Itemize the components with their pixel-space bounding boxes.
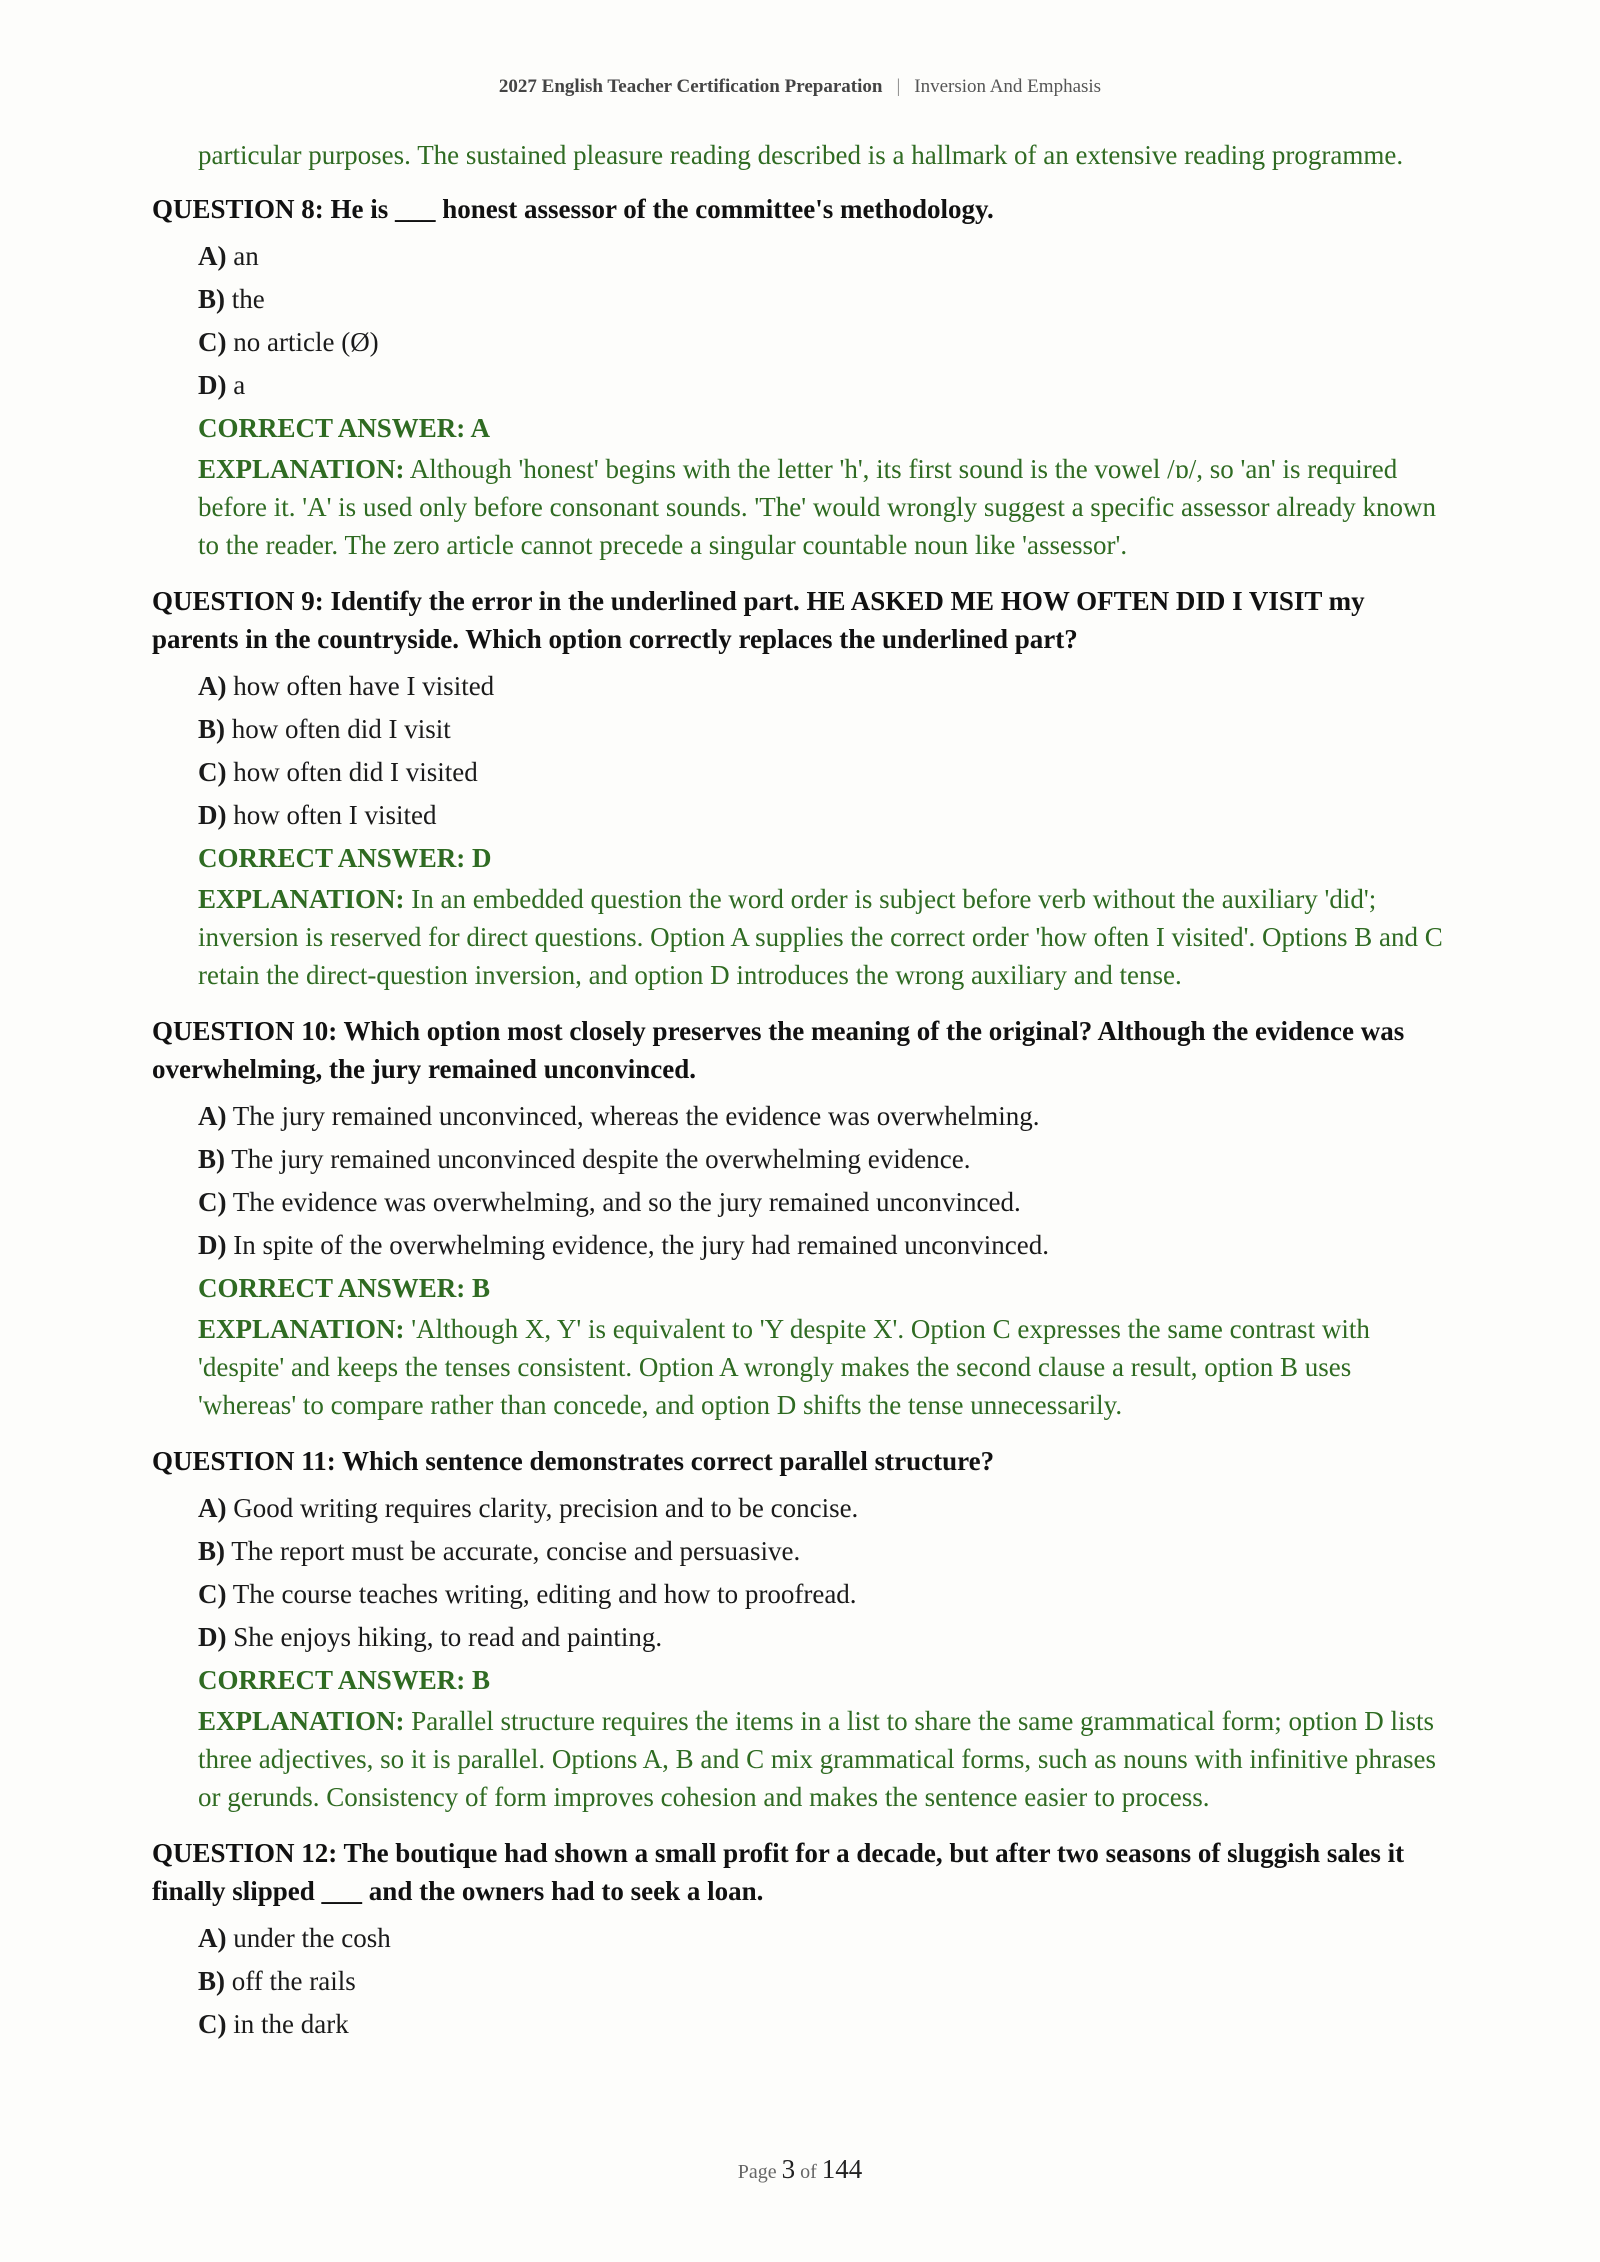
option-text: The course teaches writing, editing and how to proofread. <box>232 1579 857 1609</box>
total-pages: 144 <box>821 2154 863 2184</box>
answer-option <box>198 1181 1452 1224</box>
option-text: The report must be accurate, concise and persuasive. <box>231 1536 801 1566</box>
option-letter: C) <box>198 2009 227 2039</box>
option-letter: D) <box>198 370 227 400</box>
option-letter: B) <box>198 714 225 744</box>
answer-option <box>198 794 1452 837</box>
question-block <box>152 1012 1452 1424</box>
option-letter: D) <box>198 1622 227 1652</box>
question-stem: QUESTION 9: Identify the error in the underlined part. HE ASKED ME HOW OFTEN DID I VISIT my parents in the countryside. Which option correctly replaces the underlined part? <box>152 586 1365 654</box>
answer-option <box>198 1224 1452 1267</box>
option-letter: A) <box>198 1493 227 1523</box>
question-block <box>152 582 1452 994</box>
option-text: a <box>233 370 246 400</box>
answer-option <box>198 1917 1452 1960</box>
option-text: how often did I visited <box>233 757 478 787</box>
answer-option <box>198 1960 1452 2003</box>
option-text: She enjoys hiking, to read and painting. <box>233 1622 663 1652</box>
option-letter: C) <box>198 327 227 357</box>
option-text: The jury remained unconvinced, whereas the evidence was overwhelming. <box>232 1101 1040 1131</box>
explanation-text: Parallel structure requires the items in a list to share the same grammatical form; option D lists three adjectives, so it is parallel. Options A, B and C mix grammatical forms, such as nouns with infinitive phrases or gerunds. Consistency of form improves cohesion and makes the sentence easier to process. <box>198 1706 1437 1812</box>
answer-option <box>198 665 1452 708</box>
answer-option <box>198 708 1452 751</box>
answer-option <box>198 364 1452 407</box>
answer-option <box>198 1616 1452 1659</box>
of-label: of <box>800 2161 817 2183</box>
explanation-text: In an embedded question the word order is subject before verb without the auxiliary 'did'; inversion is reserved for direct questions. Option A supplies the correct order 'how often I visited'. Options B and C retain the direct-question inversion, and option D introduces the wrong auxiliary and tense. <box>198 884 1443 990</box>
explanation-label: EXPLANATION: <box>198 1314 405 1344</box>
question-block <box>152 1834 1452 2046</box>
explanation <box>198 1310 1452 1424</box>
answer-option <box>198 1573 1452 1616</box>
question-stem: QUESTION 12: The boutique had shown a small profit for a decade, but after two seasons of sluggish sales it finally slipped ___ and the owners had to seek a loan. <box>152 1838 1405 1906</box>
correct-answer: CORRECT ANSWER: A <box>198 413 491 443</box>
explanation-text: 'Although X, Y' is equivalent to 'Y despite X'. Option C expresses the same contrast with 'despite' and keeps the tenses consistent. Option A wrongly makes the second clause a result, option B uses 'whereas' to compare rather than concede, and option D shifts the tense unnecessarily. <box>198 1314 1370 1420</box>
answer-option <box>198 1530 1452 1573</box>
correct-answer: CORRECT ANSWER: D <box>198 843 492 873</box>
continued-explanation: particular purposes. The sustained pleasure reading described is a hallmark of an extensive reading programme. <box>198 140 1404 170</box>
option-text: under the cosh <box>233 1923 391 1953</box>
answer-option <box>198 751 1452 794</box>
answer-option <box>198 1138 1452 1181</box>
page-number: 3 <box>781 2154 796 2184</box>
header-separator: | <box>896 76 901 97</box>
answer-option <box>198 1487 1452 1530</box>
page-label: Page <box>737 2161 777 2183</box>
answer-option <box>198 321 1452 364</box>
answer-option <box>198 1095 1452 1138</box>
section-title: Inversion And Emphasis <box>914 76 1102 97</box>
option-letter: C) <box>198 757 227 787</box>
option-text: In spite of the overwhelming evidence, the jury had remained unconvinced. <box>233 1230 1049 1260</box>
question-stem: QUESTION 11: Which sentence demonstrates correct parallel structure? <box>152 1446 995 1476</box>
option-text: how often have I visited <box>233 671 495 701</box>
option-text: how often did I visit <box>231 714 451 744</box>
explanation <box>198 880 1452 994</box>
option-letter: B) <box>198 1536 225 1566</box>
document-title: 2027 English Teacher Certification Preparation <box>498 76 883 97</box>
question-stem: QUESTION 8: He is ___ honest assessor of the committee's methodology. <box>152 194 994 224</box>
option-text: how often I visited <box>233 800 437 830</box>
option-letter: A) <box>198 241 227 271</box>
answer-option <box>198 2003 1452 2046</box>
option-letter: A) <box>198 1923 227 1953</box>
question-stem: QUESTION 10: Which option most closely preserves the meaning of the original? Although the evidence was overwhelming, the jury remained unconvinced. <box>152 1016 1405 1084</box>
option-text: The evidence was overwhelming, and so the jury remained unconvinced. <box>232 1187 1021 1217</box>
explanation-text: Although 'honest' begins with the letter 'h', its first sound is the vowel /ɒ/, so 'an' is required before it. 'A' is used only before consonant sounds. 'The' would wrongly suggest a specific assessor already known to the reader. The zero article cannot precede a singular countable noun like 'assessor'. <box>198 454 1436 560</box>
option-text: an <box>233 241 259 271</box>
page-content <box>152 136 1452 2046</box>
option-text: the <box>231 284 265 314</box>
option-text: off the rails <box>231 1966 356 1996</box>
answer-option <box>198 278 1452 321</box>
option-text: Good writing requires clarity, precision and to be concise. <box>233 1493 859 1523</box>
option-text: no article (Ø) <box>233 327 379 357</box>
page-header <box>0 76 1600 98</box>
correct-answer: CORRECT ANSWER: B <box>198 1273 491 1303</box>
question-block <box>152 1442 1452 1816</box>
option-letter: B) <box>198 1144 225 1174</box>
option-letter: B) <box>198 1966 225 1996</box>
option-letter: B) <box>198 284 225 314</box>
option-letter: C) <box>198 1579 227 1609</box>
option-letter: A) <box>198 1101 227 1131</box>
option-text: in the dark <box>233 2009 349 2039</box>
explanation <box>198 1702 1452 1816</box>
explanation-label: EXPLANATION: <box>198 1706 405 1736</box>
option-letter: C) <box>198 1187 227 1217</box>
page-footer <box>0 2154 1600 2185</box>
question-block <box>152 190 1452 564</box>
explanation-label: EXPLANATION: <box>198 454 405 484</box>
option-letter: D) <box>198 800 227 830</box>
explanation-label: EXPLANATION: <box>198 884 405 914</box>
explanation <box>198 450 1452 564</box>
option-letter: D) <box>198 1230 227 1260</box>
answer-option <box>198 235 1452 278</box>
option-text: The jury remained unconvinced despite the overwhelming evidence. <box>231 1144 971 1174</box>
correct-answer: CORRECT ANSWER: B <box>198 1665 491 1695</box>
option-letter: A) <box>198 671 227 701</box>
